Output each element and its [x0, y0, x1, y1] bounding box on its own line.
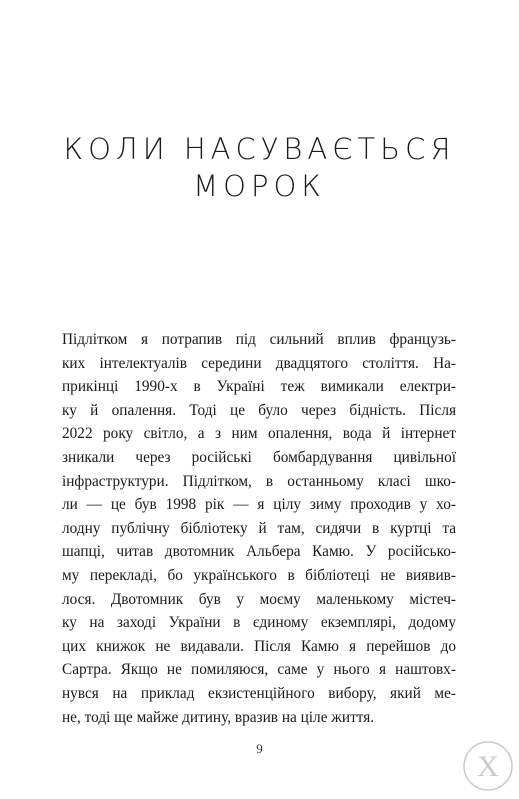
- text-line: му перекладі, бо українського в бібліотеці не виявив-: [62, 566, 456, 584]
- text-line: цих книжок не видавали. Після Камю я перейшов до: [62, 637, 456, 655]
- svg-text:X: X: [477, 750, 499, 783]
- text-line: ли — це був 1998 рік — я цілу зиму проходив у хо-: [62, 496, 456, 514]
- watermark-logo-icon: [462, 740, 514, 792]
- text-line: шапці, читав двотомник Альбера Камю. У російсько-: [62, 543, 456, 561]
- chapter-title-line-2: МОРОК: [193, 169, 326, 203]
- text-line: прикінці 1990-х в Україні теж вимикали електри-: [62, 378, 456, 396]
- body-paragraph: [62, 328, 456, 729]
- text-line: не, тоді ще майже дитину, вразив на ціле життя.: [62, 708, 375, 726]
- text-line: 2022 року світло, а з ним опалення, вода й інтернет: [62, 425, 456, 443]
- text-line: нувся на приклад екзистенційного вибору, який ме-: [62, 684, 456, 702]
- text-line: лося. Двотомник був у моєму маленькому містеч-: [62, 590, 456, 608]
- text-line: лодну публічну бібліотеку й там, сидячи в куртці та: [62, 519, 456, 537]
- text-line: Підлітком я потрапив під сильний вплив французь-: [62, 331, 456, 348]
- text-line: інфраструктури. Підлітком, в останньому класі шко-: [62, 472, 456, 490]
- page-number: 9: [256, 741, 263, 756]
- text-line: зникали через російські бомбардування цивільної: [62, 448, 456, 466]
- text-line: Сартра. Якщо не помиляюся, саме у нього я наштовх-: [62, 661, 456, 679]
- text-line: ку на заході України в єдиному екземплярі, додому: [62, 614, 456, 632]
- text-line: ку й опалення. Тоді це було через бідність. Після: [62, 401, 456, 419]
- chapter-title: [0, 131, 519, 205]
- chapter-title-line-1: КОЛИ НАСУВАЄТЬСЯ: [63, 132, 456, 166]
- text-line: ких інтелектуалів середини двадцятого століття. На-: [62, 354, 456, 372]
